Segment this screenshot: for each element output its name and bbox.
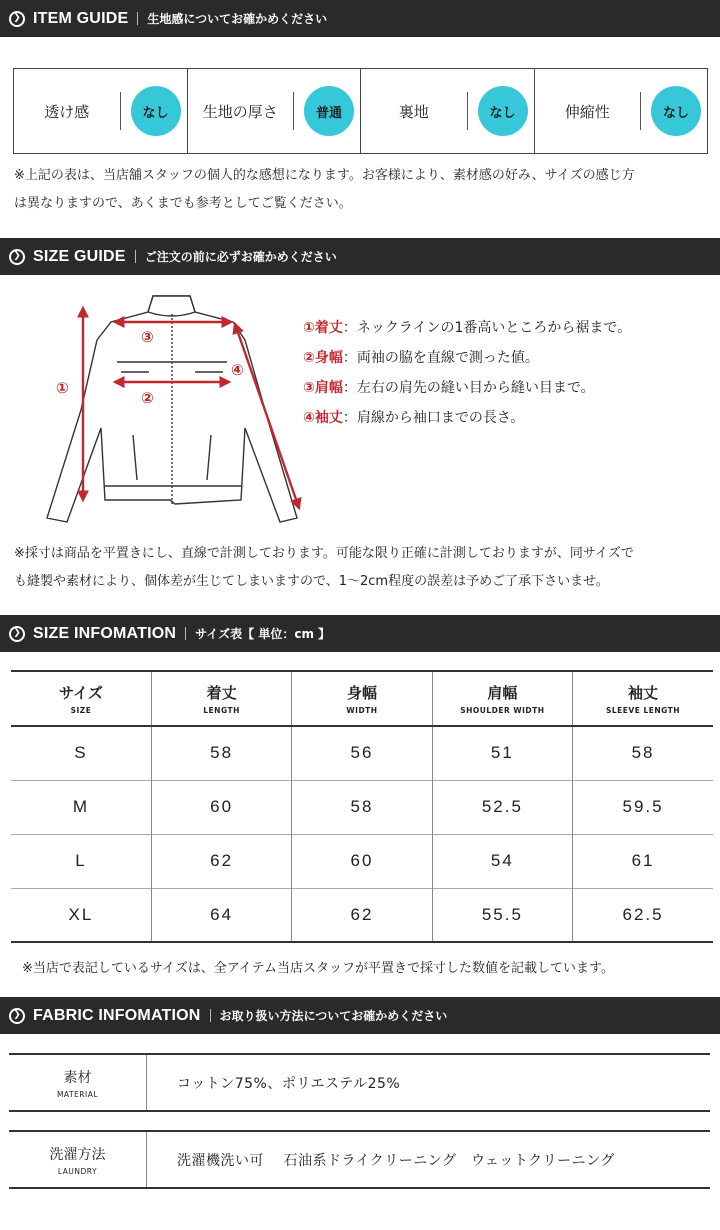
chevron-right-icon: ❯: [9, 11, 25, 27]
guide-label: 裏地: [398, 102, 429, 121]
guide-item-thickness: [188, 69, 362, 153]
divider: [185, 627, 186, 640]
size-info-note: ※当店で表記しているサイズは、全アイテム当店スタッフが平置きで採寸した数値を記載しています。: [22, 961, 614, 976]
table-row: [11, 888, 713, 942]
size-guide-note: [14, 540, 634, 596]
note-line: ※上記の表は、当店舗スタッフの個人的な感想になります。お客様により、素材感の好み、サイズの感じ方: [14, 168, 635, 183]
section-title: SIZE INFOMATION: [33, 624, 177, 642]
table-cell: 51: [432, 726, 572, 780]
table-cell: 55.5: [432, 888, 572, 942]
guide-value-badge: 普通: [304, 86, 354, 136]
guide-label: 透け感: [44, 102, 90, 121]
table-cell: 60: [151, 780, 291, 834]
fabric-feel-table: [13, 68, 708, 154]
laundry-value: 洗濯機洗い可 石油系ドライクリーニング ウェットクリーニング: [177, 1152, 615, 1169]
note-line: も縫製や素材により、個体差が生じてしまいますので、1〜2cm程度の誤差は予めご了承下さいませ。: [14, 574, 609, 589]
section-subtitle: 生地感についてお確かめください: [147, 12, 328, 26]
col-header-sleeve: 袖丈 SLEEVE LENGTH: [573, 671, 713, 726]
col-header-width: 身幅 WIDTH: [292, 671, 432, 726]
table-cell: 54: [432, 834, 572, 888]
table-row: [11, 780, 713, 834]
guide-value-badge: なし: [131, 86, 181, 136]
legend-item: ①着丈：ネックラインの1番高いところから裾まで。: [303, 320, 632, 336]
col-header-length: 着丈 LENGTH: [151, 671, 291, 726]
chevron-right-icon: ❯: [9, 249, 25, 265]
size-info-header: [0, 615, 720, 652]
col-header-size: サイズ SIZE: [11, 671, 151, 726]
label-width: ②: [141, 389, 154, 407]
table-cell: 62: [292, 888, 432, 942]
guide-value-badge: なし: [478, 86, 528, 136]
table-cell: 62: [151, 834, 291, 888]
chevron-right-icon: ❯: [9, 626, 25, 642]
section-title: ITEM GUIDE: [33, 9, 129, 27]
table-cell: XL: [11, 888, 151, 942]
guide-item-sheer: [14, 69, 188, 153]
jacket-outline: [47, 296, 297, 522]
table-cell: 52.5: [432, 780, 572, 834]
guide-label: 伸縮性: [564, 102, 610, 121]
note-line: は異なりますので、あくまでも参考としてご覧ください。: [14, 196, 352, 211]
note-line: ※採寸は商品を平置きにし、直線で計測しております。可能な限り正確に計測しておりますが、同サイズで: [14, 546, 634, 561]
table-cell: S: [11, 726, 151, 780]
table-cell: 61: [631, 851, 655, 870]
table-cell: 58: [151, 726, 291, 780]
table-cell: 60: [292, 834, 432, 888]
divider: [135, 250, 136, 263]
table-header-row: [11, 671, 713, 726]
fabric-info-header: [0, 997, 720, 1034]
laundry-header: 洗濯方法 LAUNDRY: [9, 1132, 147, 1187]
material-header: 素材 MATERIAL: [9, 1055, 147, 1110]
table-cell: 58: [292, 780, 432, 834]
col-header-shoulder: 肩幅 SHOULDER WIDTH: [432, 671, 572, 726]
section-subtitle: サイズ表【 単位：cm 】: [195, 627, 331, 641]
guide-value-badge: なし: [651, 86, 701, 136]
divider: [293, 92, 294, 130]
section-subtitle: お取り扱い方法についてお確かめください: [219, 1009, 448, 1023]
divider: [120, 92, 121, 130]
laundry-row: [9, 1130, 710, 1189]
table-row: [11, 726, 713, 780]
section-title: FABRIC INFOMATION: [33, 1006, 201, 1024]
chevron-right-icon: ❯: [9, 1008, 25, 1024]
table-cell: M: [11, 780, 151, 834]
table-cell: 62.5: [622, 904, 664, 924]
legend-item: ②身幅：両袖の脇を直線で測った値。: [303, 350, 539, 366]
table-row: [11, 834, 713, 888]
divider: [210, 1009, 211, 1022]
guide-label: 生地の厚さ: [202, 102, 278, 121]
legend-item: ③肩幅：左右の肩先の縫い目から縫い目まで。: [303, 380, 595, 396]
section-title: SIZE GUIDE: [33, 247, 126, 265]
table-cell: 64: [151, 888, 291, 942]
label-sleeve: ④: [231, 361, 244, 379]
divider: [467, 92, 468, 130]
material-row: [9, 1053, 710, 1112]
table-cell: 58: [631, 743, 655, 763]
divider: [640, 92, 641, 130]
jacket-measurement-diagram: [35, 290, 310, 530]
guide-item-lining: [361, 69, 535, 153]
legend-item: ④袖丈：肩線から袖口までの長さ。: [303, 410, 525, 426]
item-guide-note: [14, 162, 635, 218]
material-value: コットン75%、ポリエステル25%: [177, 1075, 401, 1092]
label-length: ①: [56, 379, 69, 397]
section-subtitle: ご注文の前に必ずお確かめください: [144, 250, 337, 264]
label-shoulder: ③: [141, 328, 154, 346]
guide-item-stretch: [535, 69, 708, 153]
divider: [137, 12, 138, 25]
table-cell: L: [11, 834, 151, 888]
size-table: [11, 670, 713, 943]
measurement-legend: [303, 313, 631, 433]
table-cell: 56: [292, 726, 432, 780]
size-guide-header: [0, 238, 720, 275]
item-guide-header: [0, 0, 720, 37]
table-cell: 59.5: [622, 797, 664, 816]
